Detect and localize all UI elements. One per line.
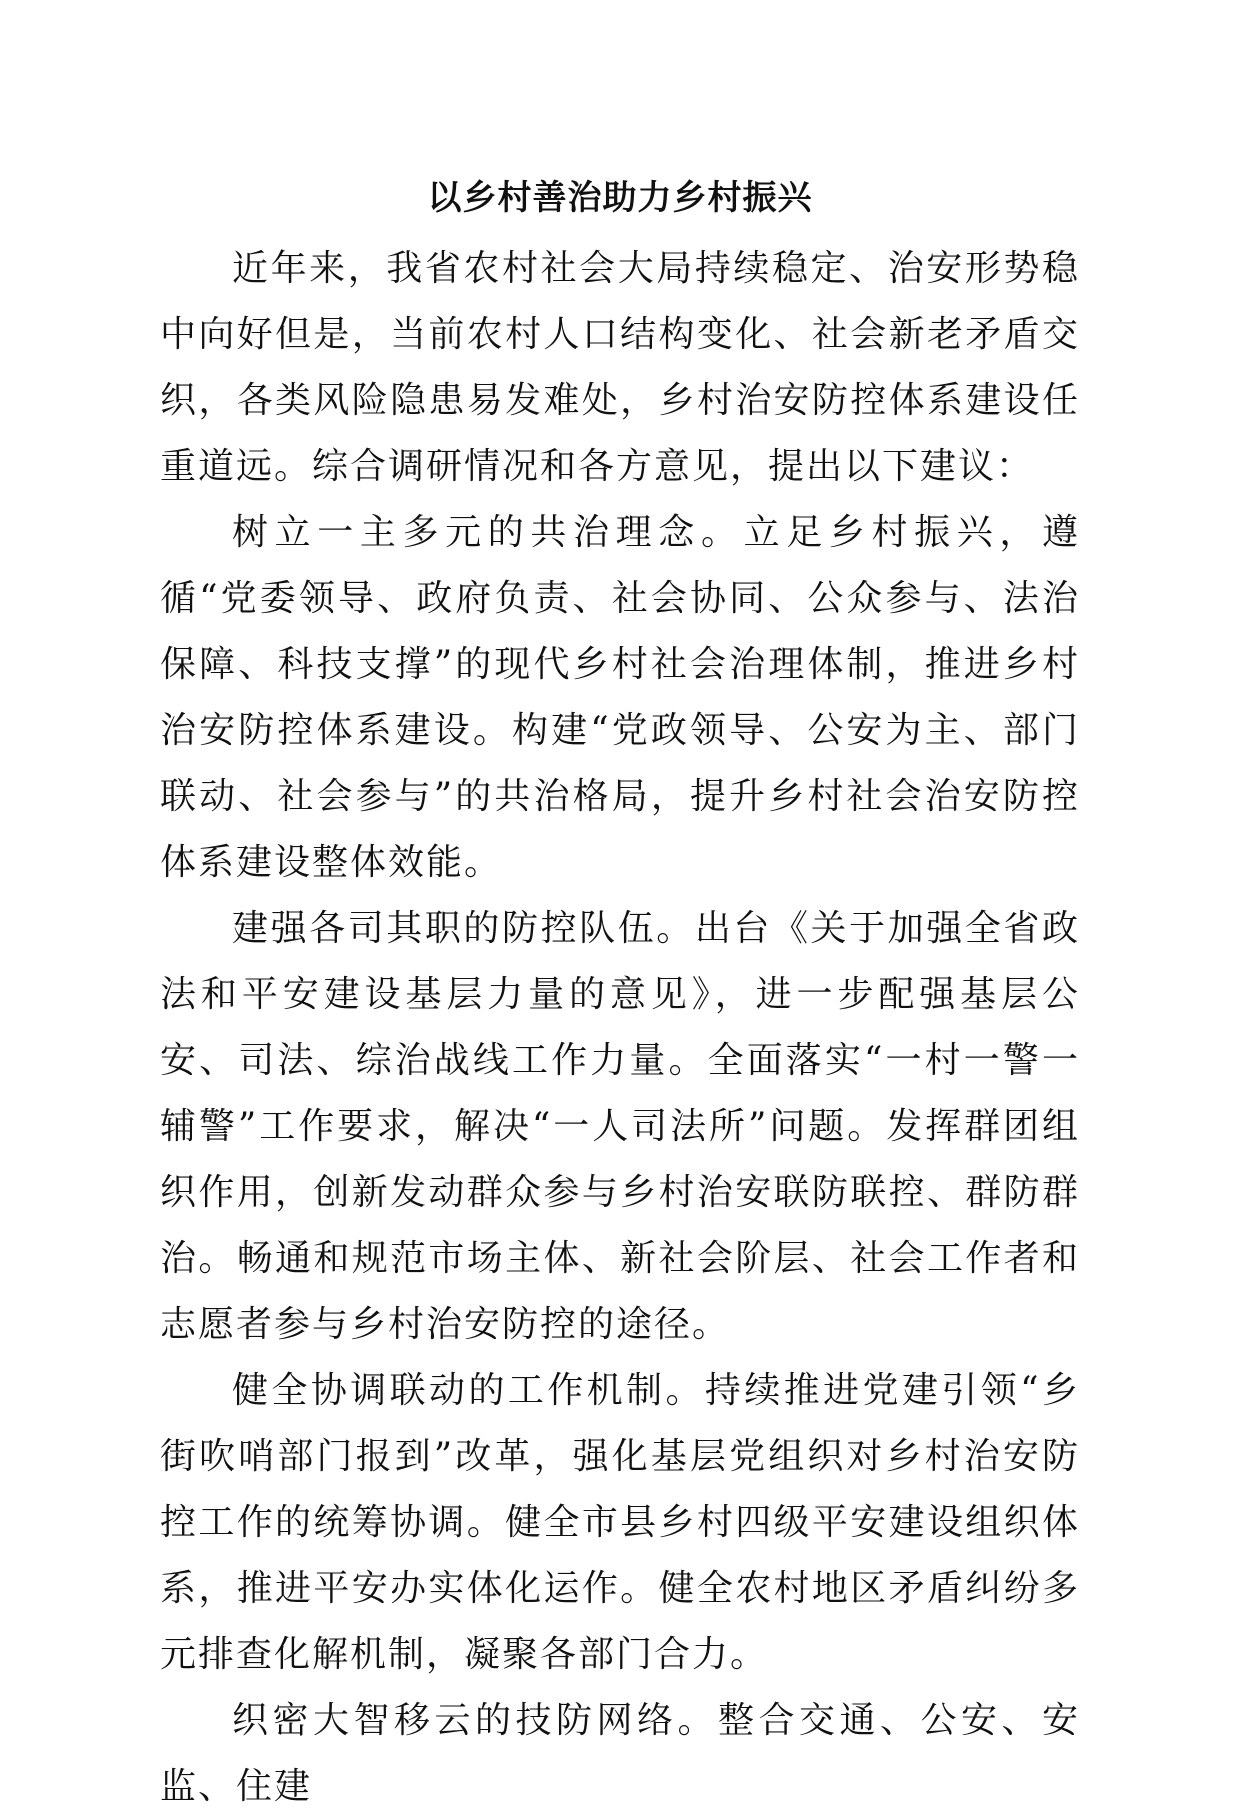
document-body <box>160 236 1080 1820</box>
paragraph-prevention-team: 建强各司其职的防控队伍。出台《关于加强全省政法和平安建设基层力量的意见》，进一步配强基层公安、司法、综治战线工作力量。全面落实“一村一警一辅警”工作要求，解决“一人司法所”问题。发挥群团组织作用，创新发动群众参与乡村治安联防联控、群防群治。畅通和规范市场主体、新社会阶层、社会工作者和志愿者参与乡村治安防控的途径。 <box>160 908 1080 1345</box>
paragraph-work-mechanism: 健全协调联动的工作机制。持续推进党建引领“乡街吹哨部门报到”改革，强化基层党组织对乡村治安防控工作的统筹协调。健全市县乡村四级平安建设组织体系，推进平安办实体化运作。健全农村地区矛盾纠纷多元排查化解机制，凝聚各部门合力。 <box>160 1370 1080 1675</box>
paragraph-tech-network: 织密大智移云的技防网络。整合交通、公安、安监、住建 <box>160 1700 1080 1807</box>
paragraph-governance-concept: 树立一主多元的共治理念。立足乡村振兴，遵循“党委领导、政府负责、社会协同、公众参与、法治保障、科技支撑”的现代乡村社会治理体制，推进乡村治安防控体系建设。构建“党政领导、公安为主、部门联动、社会参与”的共治格局，提升乡村社会治安防控体系建设整体效能。 <box>160 512 1080 883</box>
document-title: 以乡村善治助力乡村振兴 <box>427 178 813 218</box>
paragraph-intro: 近年来，我省农村社会大局持续稳定、治安形势稳中向好但是，当前农村人口结构变化、社会新老矛盾交织，各类风险隐患易发难处，乡村治安防控体系建设任重道远。综合调研情况和各方意见，提出以下建议： <box>160 248 1080 487</box>
